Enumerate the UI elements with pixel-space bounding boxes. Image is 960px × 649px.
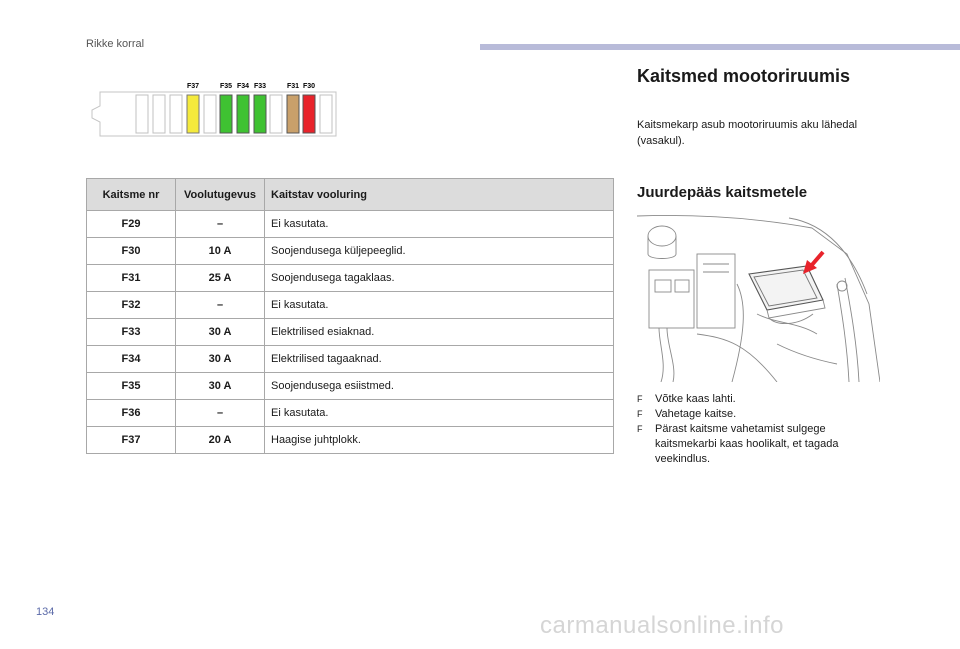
fuse-number: F30 [87, 238, 176, 265]
watermark: carmanualsonline.info [540, 612, 784, 639]
table-row [87, 319, 614, 346]
fuse-amperage: 10 A [176, 238, 265, 265]
fuse-slot [270, 95, 282, 133]
fuse-amperage: 25 A [176, 265, 265, 292]
fuse-number: F36 [87, 400, 176, 427]
fuse-amperage: – [176, 292, 265, 319]
fuse-number: F33 [87, 319, 176, 346]
step-text: Vahetage kaitse. [655, 408, 737, 420]
fuse-slot [136, 95, 148, 133]
fuse-label-f34: F34 [236, 83, 250, 90]
table-row [87, 211, 614, 238]
bullet-icon: F [637, 409, 643, 419]
table-row [87, 346, 614, 373]
fuse-slot [153, 95, 165, 133]
fuse-amperage: 30 A [176, 346, 265, 373]
fuse-number: F32 [87, 292, 176, 319]
fuse-number: F34 [87, 346, 176, 373]
fuse-label-f33: F33 [253, 83, 267, 90]
table-row [87, 400, 614, 427]
fuse-circuit: Elektrilised esiaknad. [265, 319, 614, 346]
fuse-number: F37 [87, 427, 176, 454]
fuse-f31 [287, 95, 299, 133]
table-row [87, 427, 614, 454]
fuse-f34 [237, 95, 249, 133]
fuse-circuit: Elektrilised tagaaknad. [265, 346, 614, 373]
column-header-fuse: Kaitsme nr [87, 179, 176, 211]
fuse-amperage: 20 A [176, 427, 265, 454]
fuse-circuit: Soojendusega esiistmed. [265, 373, 614, 400]
fuse-circuit: Ei kasutata. [265, 292, 614, 319]
table-row [87, 238, 614, 265]
table-row [87, 373, 614, 400]
fuse-number: F29 [87, 211, 176, 238]
intro-paragraph: Kaitsmekarp asub mootoriruumis aku lähedal (vasakul). [637, 119, 858, 147]
list-item [637, 407, 887, 422]
fuse-box-diagram [86, 78, 346, 144]
section-label: Rikke korral [86, 38, 145, 50]
fuse-label-f37: F37 [186, 83, 200, 90]
fuse-circuit: Haagise juhtplokk. [265, 427, 614, 454]
table-row [87, 292, 614, 319]
fuse-amperage: 30 A [176, 373, 265, 400]
fuse-number: F35 [87, 373, 176, 400]
fuse-slot [320, 95, 332, 133]
step-text: Võtke kaas lahti. [655, 393, 736, 405]
fuse-f37 [187, 95, 199, 133]
engine-bay-illustration [637, 214, 880, 382]
fuse-circuit: Soojendusega tagaklaas. [265, 265, 614, 292]
header-bar [480, 44, 960, 50]
instruction-list [637, 392, 887, 467]
fuse-label-f30: F30 [302, 83, 316, 90]
list-item [637, 422, 887, 467]
fuse-amperage: – [176, 211, 265, 238]
bullet-icon: F [637, 424, 643, 434]
fuse-f30 [303, 95, 315, 133]
fuse-f33 [254, 95, 266, 133]
table-header-row [87, 179, 614, 211]
fuse-f35 [220, 95, 232, 133]
list-item [637, 392, 887, 407]
fuse-circuit: Ei kasutata. [265, 400, 614, 427]
fuse-amperage: 30 A [176, 319, 265, 346]
column-header-circuit: Kaitstav vooluring [265, 179, 614, 211]
column-header-amperage: Voolutugevus [176, 179, 265, 211]
fuse-label-f31: F31 [286, 83, 300, 90]
red-arrow-icon [803, 252, 823, 274]
step-text: Pärast kaitsme vahetamist sulgege kaitsmekarbi kaas hoolikalt, et tagada veekindlus. [655, 423, 839, 465]
fuse-table [86, 178, 614, 454]
fuse-amperage: – [176, 400, 265, 427]
section-title: Kaitsmed mootoriruumis [637, 66, 851, 86]
fuse-slot [204, 95, 216, 133]
page-number: 134 [36, 606, 55, 618]
subsection-title: Juurdepääs kaitsmetele [637, 184, 808, 201]
fuse-slot [170, 95, 182, 133]
table-row [87, 265, 614, 292]
fuse-circuit: Soojendusega küljepeeglid. [265, 238, 614, 265]
fuse-number: F31 [87, 265, 176, 292]
fuse-circuit: Ei kasutata. [265, 211, 614, 238]
fuse-label-f35: F35 [219, 83, 233, 90]
bullet-icon: F [637, 394, 643, 404]
